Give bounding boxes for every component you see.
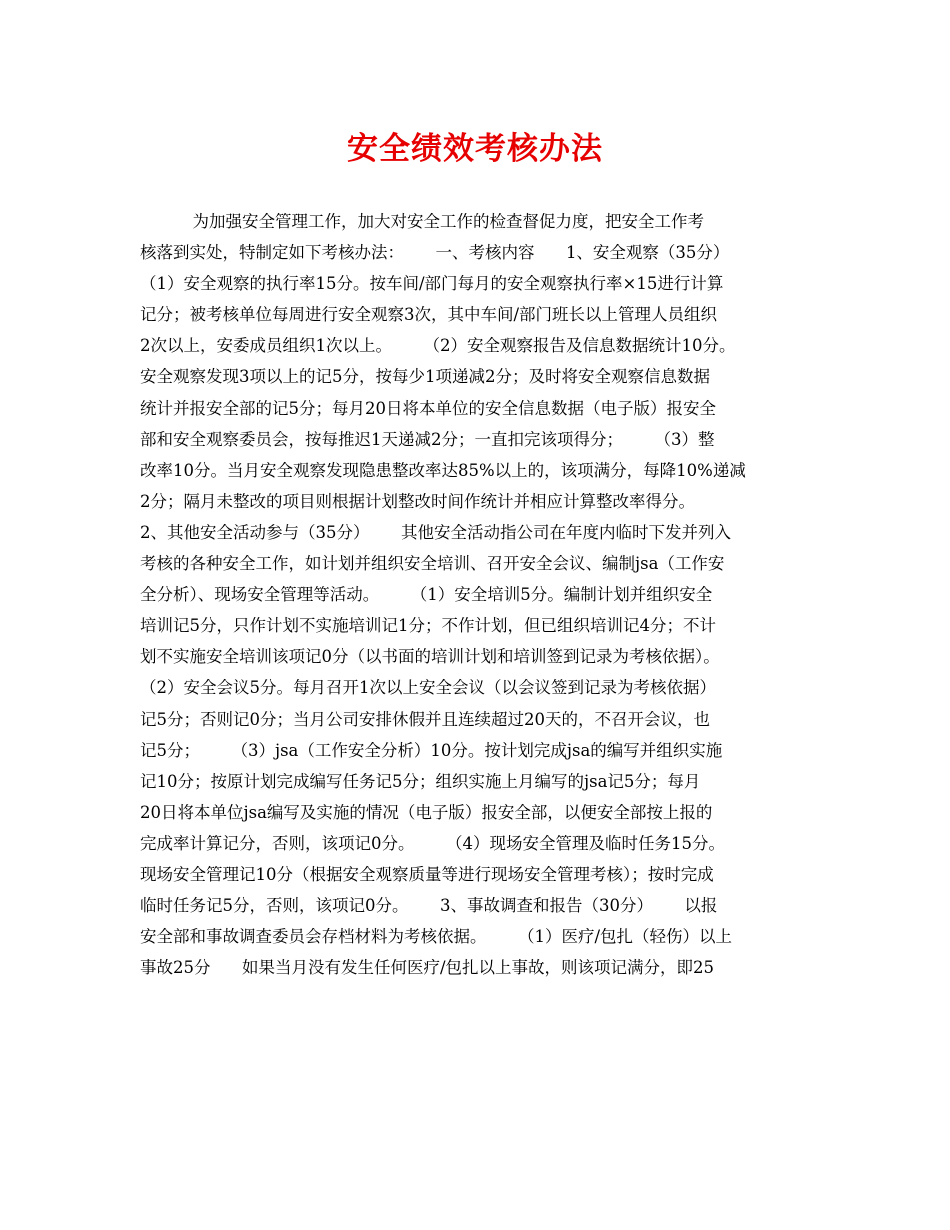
body-text-line: 为加强安全管理工作，加大对安全工作的检查督促力度，把安全工作考 bbox=[140, 212, 704, 231]
body-text-line: 2次以上，安委成员组织1次以上。 （2）安全观察报告及信息数据统计10分。 bbox=[140, 336, 736, 356]
document-body bbox=[140, 206, 830, 983]
body-text-line: 记10分；按原计划完成编写任务记5分；组织实施上月编写的jsa记5分；每月 bbox=[140, 771, 701, 791]
body-text-line: 记5分；否则记0分；当月公司安排休假并且连续超过20天的，不召开会议，也 bbox=[140, 709, 710, 729]
body-text-line: 安全部和事故调查委员会存档材料为考核依据。 （1）医疗/包扎（轻伤）以上 bbox=[140, 927, 733, 947]
body-text-line: 部和安全观察委员会，按每推迟1天递减2分；一直扣完该项得分； （3）整 bbox=[140, 429, 715, 449]
body-text-line: 事故25分 如果当月没有发生任何医疗/包扎以上事故，则该项记满分，即25 bbox=[140, 958, 715, 978]
body-text-line: 20日将本单位jsa编写及实施的情况（电子版）报安全部，以便安全部按上报的 bbox=[140, 802, 713, 822]
body-text-line: 完成率计算记分，否则，该项记0分。 （4）现场安全管理及临时任务15分。 bbox=[140, 833, 725, 853]
document-title: 安全绩效考核办法 bbox=[347, 131, 603, 167]
body-text-line: 临时任务记5分，否则，该项记0分。 3、事故调查和报告（30分） 以报 bbox=[140, 896, 718, 916]
body-text-line: 培训记5分，只作计划不实施培训记1分；不作计划，但已组织培训记4分；不计 bbox=[140, 616, 716, 636]
body-text-line: 划不实施安全培训该项记0分（以书面的培训计划和培训签到记录为考核依据）。 bbox=[140, 647, 720, 667]
body-text-line: 安全观察发现3项以上的记5分，按每少1项递减2分；及时将安全观察信息数据 bbox=[140, 367, 710, 387]
body-text-line: 全分析）、现场安全管理等活动。 （1）安全培训5分。编制计划并组织安全 bbox=[140, 585, 713, 605]
body-text-line: 核落到实处，特制定如下考核办法： 一、考核内容 1、安全观察（35分） bbox=[140, 243, 730, 263]
body-text-line: 改率10分。当月安全观察发现隐患整改率达85%以上的，该项满分，每降10%递减 bbox=[140, 460, 746, 480]
body-text-line: 记5分； （3）jsa（工作安全分析）10分。按计划完成jsa的编写并组织实施 bbox=[140, 740, 723, 760]
body-text-line: 记分；被考核单位每周进行安全观察3次，其中车间/部门班长以上管理人员组织 bbox=[140, 305, 718, 325]
body-text-line: 2、其他安全活动参与（35分） 其他安全活动指公司在年度内临时下发并列入 bbox=[140, 522, 731, 542]
body-text-line: 现场安全管理记10分（根据安全观察质量等进行现场安全管理考核）；按时完成 bbox=[140, 864, 714, 884]
body-text-line: （1）安全观察的执行率15分。按车间/部门每月的安全观察执行率×15进行计算 bbox=[140, 274, 724, 294]
body-text-line: 2分；隔月未整改的项目则根据计划整改时间作统计并相应计算整改率得分。 bbox=[140, 491, 695, 511]
body-text-line: 考核的各种安全工作，如计划并组织安全培训、召开安全会议、编制jsa（工作安 bbox=[140, 554, 725, 574]
body-text-line: （2）安全会议5分。每月召开1次以上安全会议（以会议签到记录为考核依据） bbox=[140, 678, 716, 698]
body-text-line: 统计并报安全部的记5分；每月20日将本单位的安全信息数据（电子版）报安全 bbox=[140, 398, 716, 418]
